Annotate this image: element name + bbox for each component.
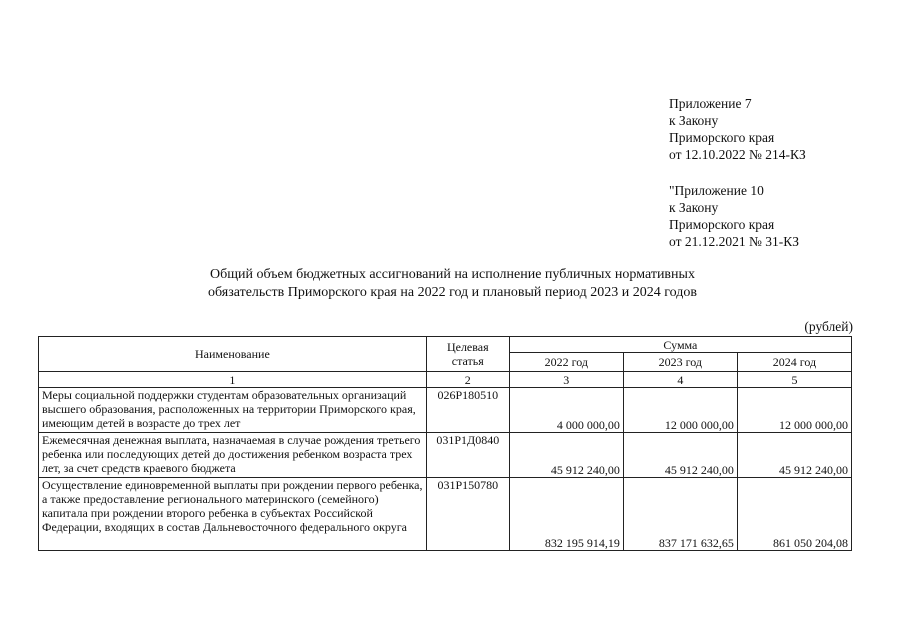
row-name: Ежемесячная денежная выплата, назначаемая в случае рождения третьего ребенка или последующих детей до достижения ребенком возраста трех лет, за счет средств краевого бюджета [39,433,427,478]
row-value-2022: 45 912 240,00 [509,433,623,478]
header-year-2022: 2022 год [509,353,623,372]
column-number: 2 [426,372,509,388]
title-line-2: обязательств Приморского края на 2022 год и плановый период 2023 и 2024 годов [208,285,697,300]
table-row [39,433,852,478]
header-name: Наименование [39,337,427,372]
header-code: Целевая статья [426,337,509,372]
appendix-line: от 21.12.2021 № 31-КЗ [669,234,799,249]
appendix-reference-current [669,95,806,163]
row-value-2023: 12 000 000,00 [623,388,737,433]
appendix-reference-original [669,182,799,250]
row-value-2024: 861 050 204,08 [737,478,851,551]
appendix-line: Приморского края [669,217,775,232]
row-value-2022: 4 000 000,00 [509,388,623,433]
document-title [100,266,805,302]
column-number: 3 [509,372,623,388]
row-code: 031Р150780 [426,478,509,551]
header-year-2023: 2023 год [623,353,737,372]
appendix-line: от 12.10.2022 № 214-КЗ [669,147,806,162]
header-sum: Сумма [509,337,851,353]
appendix-line: Приморского края [669,130,775,145]
appendix-line: к Закону [669,113,719,128]
appendix-line: "Приложение 10 [669,183,764,198]
units-label: (рублей) [804,319,853,334]
appendix-line: Приложение 7 [669,96,752,111]
table-row [39,388,852,433]
row-code: 031Р1Д0840 [426,433,509,478]
row-value-2023: 837 171 632,65 [623,478,737,551]
row-value-2022: 832 195 914,19 [509,478,623,551]
table-row [39,478,852,551]
header-year-2024: 2024 год [737,353,851,372]
row-value-2023: 45 912 240,00 [623,433,737,478]
row-value-2024: 12 000 000,00 [737,388,851,433]
title-line-1: Общий объем бюджетных ассигнований на исполнение публичных нормативных [210,267,695,282]
column-numbers-row [39,372,852,388]
header-row [39,337,852,353]
column-number: 4 [623,372,737,388]
row-value-2024: 45 912 240,00 [737,433,851,478]
budget-table [38,336,852,551]
column-number: 1 [39,372,427,388]
row-code: 026Р180510 [426,388,509,433]
appendix-line: к Закону [669,200,719,215]
row-name: Меры социальной поддержки студентам образовательных организаций высшего образования, расположенных на территории Приморского края, имеющим детей в возрасте до трех лет [39,388,427,433]
row-name: Осуществление единовременной выплаты при рождении первого ребенка, а также предоставление регионального материнского (семейного) капитала при рождении второго ребенка в субъектах Российской Федерации, входящих в состав Дальневосточного федерального округа [39,478,427,551]
column-number: 5 [737,372,851,388]
